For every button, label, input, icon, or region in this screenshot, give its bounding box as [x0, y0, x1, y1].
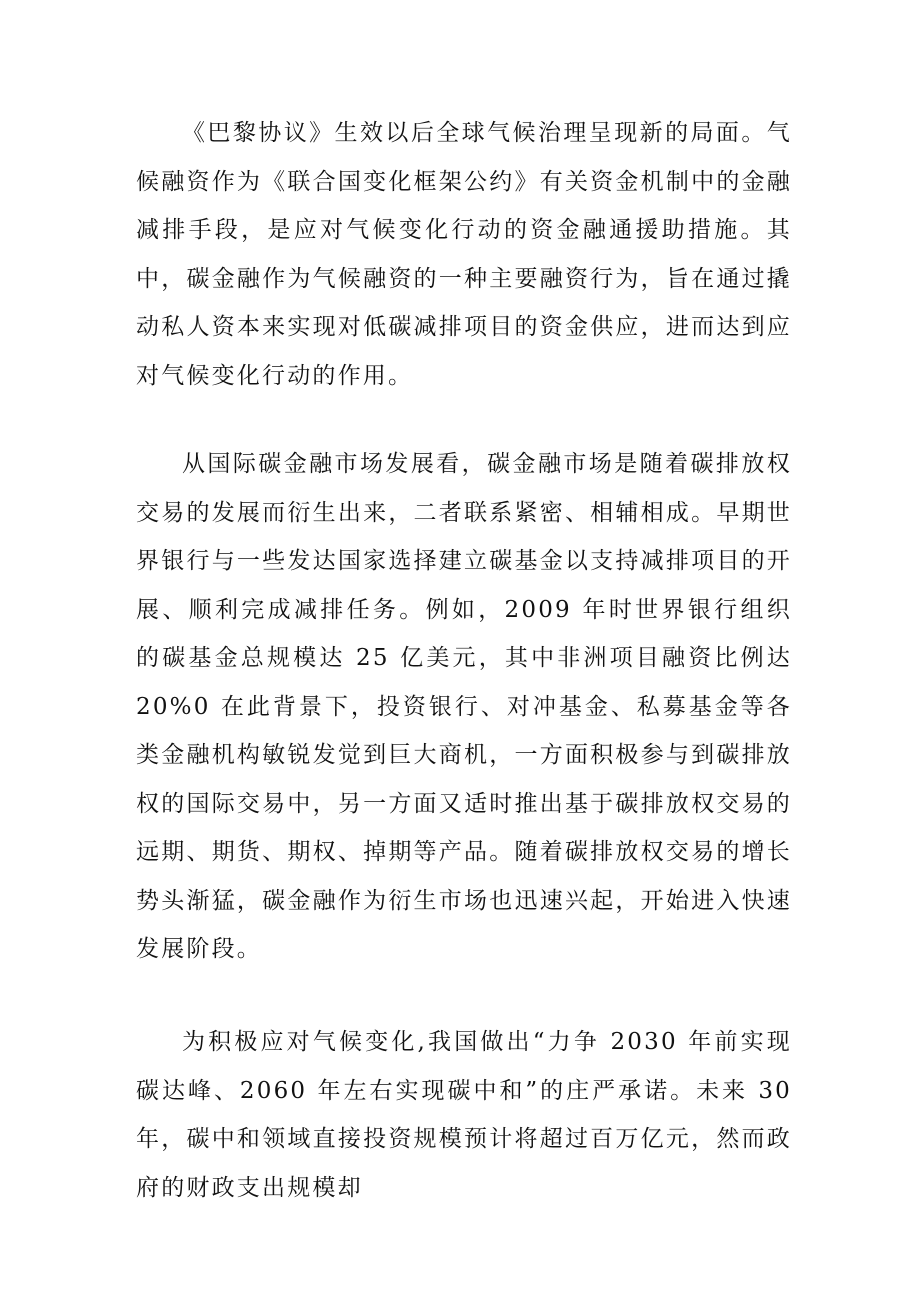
paragraph-china-carbon-commitment: 为积极应对气候变化,我国做出“力争 2030 年前实现碳达峰、2060 年左右实现碳中和”的庄严承诺。未来 30 年，碳中和领域直接投资规模预计将超过百万亿元，然而政府的财政支出规模却 — [136, 1029, 792, 1201]
paragraph-international-carbon-market: 从国际碳金融市场发展看，碳金融市场是随着碳排放权交易的发展而衍生出来，二者联系紧密、相辅相成。早期世界银行与一些发达国家选择建立碳基金以支持减排项目的开展、顺利完成减排任务。例如，2009 年时世界银行组织的碳基金总规模达 25 亿美元，其中非洲项目融资比例达 20%0 在此背景下，投资银行、对冲基金、私募基金等各类金融机构敏锐发觉到巨大商机，一方面积极参与到碳排放权的国际交易中，另一方面又适时推出基于碳排放权交易的远期、期货、期权、掉期等产品。随着碳排放权交易的增长势头渐猛，碳金融作为衍生市场也迅速兴起，开始进入快速发展阶段。 — [136, 451, 792, 962]
paragraph-paris-agreement: 《巴黎协议》生效以后全球气候治理呈现新的局面。气候融资作为《联合国变化框架公约》有关资金机制中的金融减排手段，是应对气候变化行动的资金融通援助措施。其中，碳金融作为气候融资的一种主要融资行为，旨在通过撬动私人资本来实现对低碳减排项目的资金供应，进而达到应对气候变化行动的作用。 — [136, 120, 792, 389]
